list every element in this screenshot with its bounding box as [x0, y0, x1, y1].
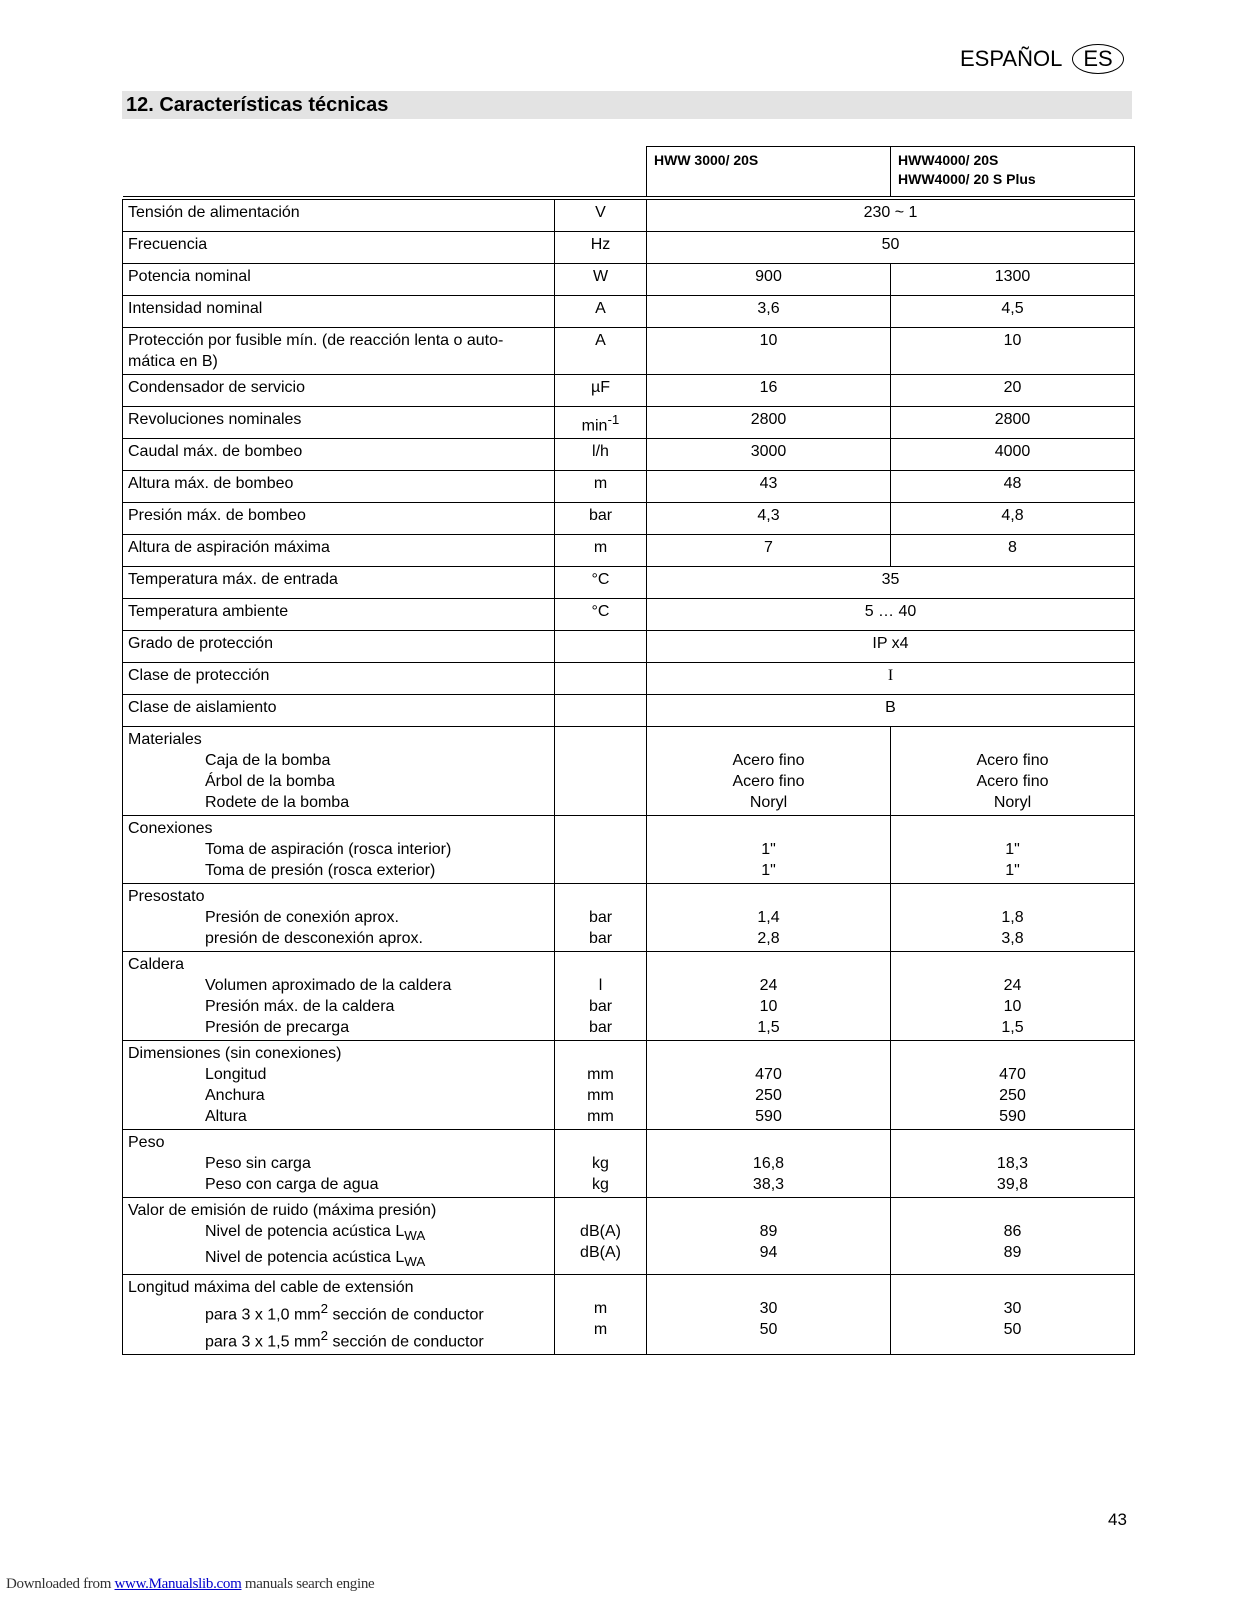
group-title: Valor de emisión de ruido (máxima presión) — [128, 1202, 437, 1220]
group-item-label: Anchura — [205, 1087, 265, 1105]
row-unit: $\min^{-1}$ — [555, 407, 647, 439]
row-value-model-2: 20 — [891, 375, 1135, 407]
row-unit: W — [555, 264, 647, 296]
group-units — [555, 816, 647, 884]
table-header-row — [123, 147, 1135, 197]
group-item-label: Peso con carga de agua — [205, 1176, 379, 1194]
group-label — [123, 1198, 555, 1274]
row-group-weight — [123, 1130, 1135, 1198]
row-label: Tensión de alimentación — [123, 200, 555, 232]
group-values-model-2 — [891, 1274, 1135, 1355]
group-item-value: 1,5 — [1001, 1019, 1024, 1037]
header-blank — [123, 147, 647, 197]
footer-link[interactable]: www.Manualslib.com — [114, 1576, 242, 1592]
row-label: Presión máx. de bombeo — [123, 503, 555, 535]
group-units — [555, 952, 647, 1041]
group-item-unit: kg — [592, 1176, 609, 1194]
group-item-value: 89 — [1003, 1244, 1022, 1262]
group-label — [123, 1041, 555, 1130]
group-item-unit: bar — [588, 1019, 613, 1037]
group-item-label: Toma de presión (rosca exterior) — [205, 862, 436, 880]
row-label: Clase de aislamiento — [123, 695, 555, 727]
group-units — [555, 1130, 647, 1198]
group-title: Presostato — [128, 888, 205, 906]
row-group-pressostat — [123, 884, 1135, 952]
group-values-model-2 — [891, 952, 1135, 1041]
group-item-label: Toma de aspiración (rosca interior) — [205, 841, 452, 859]
row-group-dimensions — [123, 1041, 1135, 1130]
group-values-model-2 — [891, 1198, 1135, 1274]
row-insulation-class — [123, 695, 1135, 727]
group-units — [555, 1041, 647, 1130]
group-item-unit: bar — [588, 930, 613, 948]
row-value-model-2: 2800 — [891, 407, 1135, 439]
group-title: Peso — [128, 1134, 165, 1152]
row-value-model-1: 16 — [647, 375, 891, 407]
group-item-value: 24 — [1003, 977, 1022, 995]
group-units — [555, 1198, 647, 1274]
group-item-label: Nivel de potencia acústica $L_{WA}$ — [205, 1223, 426, 1244]
row-value-model-1: 2800 — [647, 407, 891, 439]
row-value-model-2: 8 — [891, 535, 1135, 567]
download-footer — [6, 1576, 374, 1593]
row-fuse — [123, 328, 1135, 375]
row-unit — [555, 631, 647, 663]
group-values-model-2 — [891, 1041, 1135, 1130]
row-head — [123, 471, 1135, 503]
row-label: Temperatura ambiente — [123, 599, 555, 631]
group-item-value: 250 — [999, 1087, 1026, 1105]
group-item-label: Longitud — [205, 1066, 267, 1084]
group-label — [123, 727, 555, 816]
group-item-value: 1" — [1005, 862, 1020, 880]
row-label: Frecuencia — [123, 232, 555, 264]
row-value: I — [647, 663, 1135, 695]
group-item-value: 590 — [755, 1108, 782, 1126]
row-label: Clase de protección — [123, 663, 555, 695]
unit-superscript: -1 — [607, 412, 620, 427]
group-item-value: 10 — [1003, 998, 1022, 1016]
group-values-model-1 — [647, 884, 891, 952]
group-title: Longitud máxima del cable de extensión — [128, 1278, 414, 1296]
group-item-value: 38,3 — [752, 1176, 785, 1194]
row-group-tank — [123, 952, 1135, 1041]
group-units — [555, 884, 647, 952]
row-protection-class — [123, 663, 1135, 695]
group-item-value: 1" — [1005, 841, 1020, 859]
group-item-unit: m — [593, 1320, 608, 1338]
group-item-unit: mm — [587, 1066, 614, 1084]
row-pressure — [123, 503, 1135, 535]
row-label-line-2: mática en B) — [128, 353, 218, 370]
group-values-model-1 — [647, 1041, 891, 1130]
row-unit: µF — [555, 375, 647, 407]
row-unit: °C — [555, 599, 647, 631]
group-item-value: 89 — [759, 1223, 778, 1241]
row-voltage — [123, 200, 1135, 232]
group-label — [123, 1274, 555, 1355]
group-item-value: 1" — [761, 862, 776, 880]
row-label: Temperatura máx. de entrada — [123, 567, 555, 599]
row-unit: A — [555, 328, 647, 375]
row-ambient-temperature — [123, 599, 1135, 631]
row-unit: A — [555, 296, 647, 328]
group-title: Caldera — [128, 956, 185, 974]
group-item-label: Presión máx. de la caldera — [205, 998, 395, 1016]
group-item-value: 24 — [759, 977, 778, 995]
group-item-value: 30 — [1003, 1299, 1022, 1317]
row-label: Altura de aspiración máxima — [123, 535, 555, 567]
row-ip-rating — [123, 631, 1135, 663]
row-frequency — [123, 232, 1135, 264]
group-item-label: Volumen aproximado de la caldera — [205, 977, 452, 995]
language-code-badge: ES — [1072, 44, 1123, 74]
row-group-materials — [123, 727, 1135, 816]
row-value: B — [647, 695, 1135, 727]
row-label: Intensidad nominal — [123, 296, 555, 328]
group-item-label: presión de desconexión aprox. — [205, 930, 423, 948]
row-unit: bar — [555, 503, 647, 535]
row-label: Grado de protección — [123, 631, 555, 663]
row-value: 50 — [647, 232, 1135, 264]
group-item-value: 1,8 — [1001, 909, 1024, 927]
group-values-model-1 — [647, 1130, 891, 1198]
row-value: IP x4 — [647, 631, 1135, 663]
row-value-model-2: 10 — [891, 328, 1135, 375]
group-item-value: 1,5 — [757, 1019, 780, 1037]
page-number: 43 — [1108, 1510, 1127, 1529]
group-item-label: Árbol de la bomba — [205, 773, 335, 791]
footer-suffix: manuals search engine — [241, 1576, 375, 1592]
group-item-value: 3,8 — [1001, 930, 1024, 948]
row-flow — [123, 439, 1135, 471]
group-item-value: 470 — [755, 1066, 782, 1084]
row-value-model-1: 4,3 — [647, 503, 891, 535]
group-item-label: Presión de precarga — [205, 1019, 350, 1037]
row-label-line-1: Protección por fusible mín. (de reacción lenta o auto- — [128, 332, 504, 349]
group-item-value: 1,4 — [757, 909, 780, 927]
group-item-unit: m — [593, 1299, 608, 1317]
section-title: 12. Características técnicas — [122, 91, 1132, 119]
row-current — [123, 296, 1135, 328]
group-item-value: Noryl — [749, 794, 788, 812]
row-label: Altura máx. de bombeo — [123, 471, 555, 503]
group-item-unit: dB(A) — [580, 1223, 621, 1241]
column-model-2-line-1: HWW4000/ 20S — [898, 152, 999, 168]
row-value-model-1: 7 — [647, 535, 891, 567]
group-item-unit: mm — [587, 1108, 614, 1126]
footer-prefix: Downloaded from — [6, 1576, 115, 1592]
group-item-label: para 3 x 1,5 $mm^2$ sección de conductor — [205, 1328, 484, 1351]
group-label — [123, 816, 555, 884]
row-value-model-1: 3000 — [647, 439, 891, 471]
group-item-value: Acero fino — [976, 773, 1049, 791]
group-values-model-2 — [891, 816, 1135, 884]
group-item-unit: mm — [587, 1087, 614, 1105]
row-group-noise — [123, 1198, 1135, 1274]
language-label: ESPAÑOL — [960, 46, 1063, 71]
row-unit: m — [555, 535, 647, 567]
group-item-value: 470 — [999, 1066, 1026, 1084]
group-item-unit: bar — [588, 909, 613, 927]
group-title: Dimensiones (sin conexiones) — [128, 1045, 342, 1063]
row-value-model-1: 43 — [647, 471, 891, 503]
row-value-model-2: 4000 — [891, 439, 1135, 471]
group-item-value: 50 — [1003, 1320, 1022, 1338]
spec-table — [122, 146, 1134, 1355]
row-unit — [555, 663, 647, 695]
group-item-unit: kg — [592, 1155, 609, 1173]
row-value-model-2: 4,8 — [891, 503, 1135, 535]
row-unit: l/h — [555, 439, 647, 471]
group-item-label: para 3 x 1,0 $mm^2$ sección de conductor — [205, 1300, 484, 1324]
group-item-label: Peso sin carga — [205, 1155, 311, 1173]
row-group-connections — [123, 816, 1135, 884]
row-rpm — [123, 407, 1135, 439]
row-value-model-2: 4,5 — [891, 296, 1135, 328]
row-value: 5 … 40 — [647, 599, 1135, 631]
row-value-model-2: 48 — [891, 471, 1135, 503]
group-item-value: 590 — [999, 1108, 1026, 1126]
group-label — [123, 1130, 555, 1198]
group-item-value: 16,8 — [752, 1155, 785, 1173]
group-values-model-2 — [891, 884, 1135, 952]
column-model-2 — [891, 147, 1135, 197]
row-value: 230 ~ 1 — [647, 200, 1135, 232]
row-unit: Hz — [555, 232, 647, 264]
column-model-1: HWW 3000/ 20S — [647, 147, 891, 197]
row-label — [123, 328, 555, 375]
group-item-unit: l — [598, 977, 603, 995]
row-group-cable — [123, 1274, 1135, 1355]
row-suction — [123, 535, 1135, 567]
group-item-value: Noryl — [993, 794, 1032, 812]
row-value-model-1: 10 — [647, 328, 891, 375]
row-value: 35 — [647, 567, 1135, 599]
group-values-model-1 — [647, 1198, 891, 1274]
row-label: Condensador de servicio — [123, 375, 555, 407]
group-title: Conexiones — [128, 820, 213, 838]
group-item-unit: dB(A) — [580, 1244, 621, 1262]
group-item-value: Acero fino — [732, 773, 805, 791]
group-item-label: Caja de la bomba — [205, 752, 331, 770]
group-item-value: 39,8 — [996, 1176, 1029, 1194]
group-label — [123, 952, 555, 1041]
group-values-model-2 — [891, 1130, 1135, 1198]
group-label — [123, 884, 555, 952]
row-value-model-2: 1300 — [891, 264, 1135, 296]
row-inlet-temperature — [123, 567, 1135, 599]
row-label: Potencia nominal — [123, 264, 555, 296]
group-item-value: 1" — [761, 841, 776, 859]
row-unit — [555, 695, 647, 727]
group-item-value: 50 — [759, 1320, 778, 1338]
group-item-value: Acero fino — [732, 752, 805, 770]
row-value-model-1: 900 — [647, 264, 891, 296]
group-units — [555, 1274, 647, 1355]
row-unit: m — [555, 471, 647, 503]
row-label: Caudal máx. de bombeo — [123, 439, 555, 471]
group-item-value: 10 — [759, 998, 778, 1016]
row-label: Revoluciones nominales — [123, 407, 555, 439]
group-item-label: Nivel de potencia acústica $L_{WA}$ — [205, 1248, 426, 1269]
group-item-label: Rodete de la bomba — [205, 794, 350, 812]
group-item-value: 94 — [759, 1244, 778, 1262]
group-item-value: 30 — [759, 1299, 778, 1317]
group-item-value: Acero fino — [976, 752, 1049, 770]
column-model-2-line-2: HWW4000/ 20 S Plus — [898, 171, 1036, 187]
row-unit: °C — [555, 567, 647, 599]
group-item-value: 250 — [755, 1087, 782, 1105]
row-capacitor — [123, 375, 1135, 407]
group-item-value: 18,3 — [996, 1155, 1029, 1173]
group-item-value: 2,8 — [757, 930, 780, 948]
group-values-model-1 — [647, 727, 891, 816]
group-values-model-1 — [647, 952, 891, 1041]
language-indicator — [960, 42, 1135, 76]
group-item-unit: bar — [588, 998, 613, 1016]
row-power — [123, 264, 1135, 296]
group-item-label: Presión de conexión aprox. — [205, 909, 399, 927]
row-unit: V — [555, 200, 647, 232]
group-item-value: 86 — [1003, 1223, 1022, 1241]
group-item-label: Altura — [205, 1108, 247, 1126]
group-values-model-2 — [891, 727, 1135, 816]
group-units — [555, 727, 647, 816]
group-values-model-1 — [647, 816, 891, 884]
group-title: Materiales — [128, 731, 202, 749]
group-values-model-1 — [647, 1274, 891, 1355]
row-value-model-1: 3,6 — [647, 296, 891, 328]
